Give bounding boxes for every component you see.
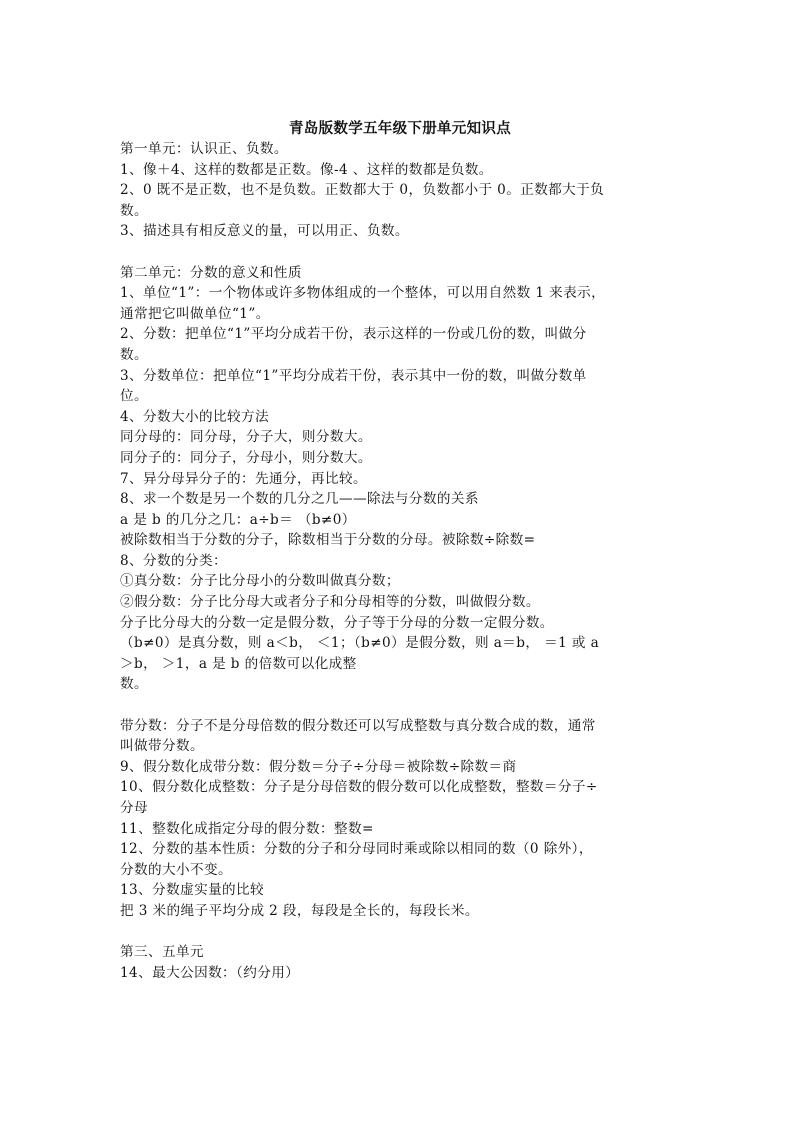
text-line: 带分数：分子不是分母倍数的假分数还可以写成整数与真分数合成的数，通常 (120, 717, 596, 734)
text-line: 1、像＋4、这样的数都是正数。像-4 、这样的数都是负数。 (120, 161, 493, 178)
text-line: 10、假分数化成整数：分子是分母倍数的假分数可以化成整数，整数＝分子÷ (120, 779, 598, 796)
text-line: 11、整数化成指定分母的假分数：整数= (120, 820, 374, 837)
text-line: 同分母的：同分母，分子大，则分数大。 (120, 429, 372, 446)
text-line: ＞b， ＞1，a 是 b 的倍数可以化成整 (120, 655, 357, 672)
document-title: 青岛版数学五年级下册单元知识点 (289, 120, 511, 137)
text-line: 数。 (120, 346, 148, 363)
text-line: 同分子的：同分子，分母小，则分数大。 (120, 449, 372, 466)
document-page (120, 118, 680, 983)
text-line: 3、分数单位：把单位“1”平均分成若干份，表示其中一份的数，叫做分数单 (120, 367, 587, 384)
text-line: a 是 b 的几分之几：a÷b＝ （b≠0） (120, 511, 356, 528)
blank-line (120, 695, 680, 716)
text-line: 第三、五单元 (120, 944, 204, 961)
text-line: 13、分数虚实量的比较 (120, 882, 265, 899)
document-body (120, 139, 680, 983)
text-line: 数。 (120, 202, 148, 219)
text-line: 通常把它叫做单位“1”。 (120, 305, 270, 322)
text-line: 分数的大小不变。 (120, 861, 232, 878)
text-line: 9、假分数化成带分数：假分数＝分子÷分母＝被除数÷除数＝商 (120, 758, 517, 775)
text-line: 位。 (120, 388, 148, 405)
text-line: 2、0 既不是正数，也不是负数。正数都大于 0，负数都小于 0。正数都大于负 (120, 182, 605, 199)
text-line: 14、最大公因数：（约分用） (120, 964, 300, 981)
text-line: （b≠0）是真分数，则 a＜b， ＜1；（b≠0）是假分数，则 a＝b， ＝1 或 a (120, 635, 600, 652)
text-line: 第二单元：分数的意义和性质 (120, 264, 302, 281)
text-line: 数。 (120, 676, 148, 693)
text-line: 分母 (120, 800, 148, 816)
blank-line (120, 922, 680, 943)
text-line: 8、求一个数是另一个数的几分之几——除法与分数的关系 (120, 491, 479, 508)
text-line: 3、描述具有相反意义的量，可以用正、负数。 (120, 223, 409, 240)
text-line: 2、分数：把单位“1”平均分成若干份，表示这样的一份或几份的数，叫做分 (120, 326, 587, 343)
text-line: ②假分数：分子比分母大或者分子和分母相等的分数，叫做假分数。 (120, 594, 540, 611)
text-line: 8、分数的分类： (120, 552, 228, 569)
blank-line (120, 242, 680, 263)
text-line: 被除数相当于分数的分子，除数相当于分数的分母。被除数÷除数= (120, 532, 536, 549)
text-line: 第一单元：认识正、负数。 (120, 141, 288, 157)
text-line: 1、单位“1”：一个物体或许多物体组成的一个整体，可以用自然数 1 来表示， (120, 285, 606, 302)
text-line: 4、分数大小的比较方法 (120, 408, 269, 425)
text-line: 把 3 米的绳子平均分成 2 段，每段是全长的，每段长米。 (120, 902, 479, 919)
text-line: 12、分数的基本性质：分数的分子和分母同时乘或除以相同的数（0 除外）， (120, 841, 593, 858)
text-line: 分子比分母大的分数一定是假分数，分子等于分母的分数一定假分数。 (120, 614, 554, 631)
text-line: ①真分数：分子比分母小的分数叫做真分数； (120, 573, 400, 590)
text-line: 7、异分母异分子的：先通分，再比较。 (120, 470, 367, 487)
text-line: 叫做带分数。 (120, 738, 204, 755)
